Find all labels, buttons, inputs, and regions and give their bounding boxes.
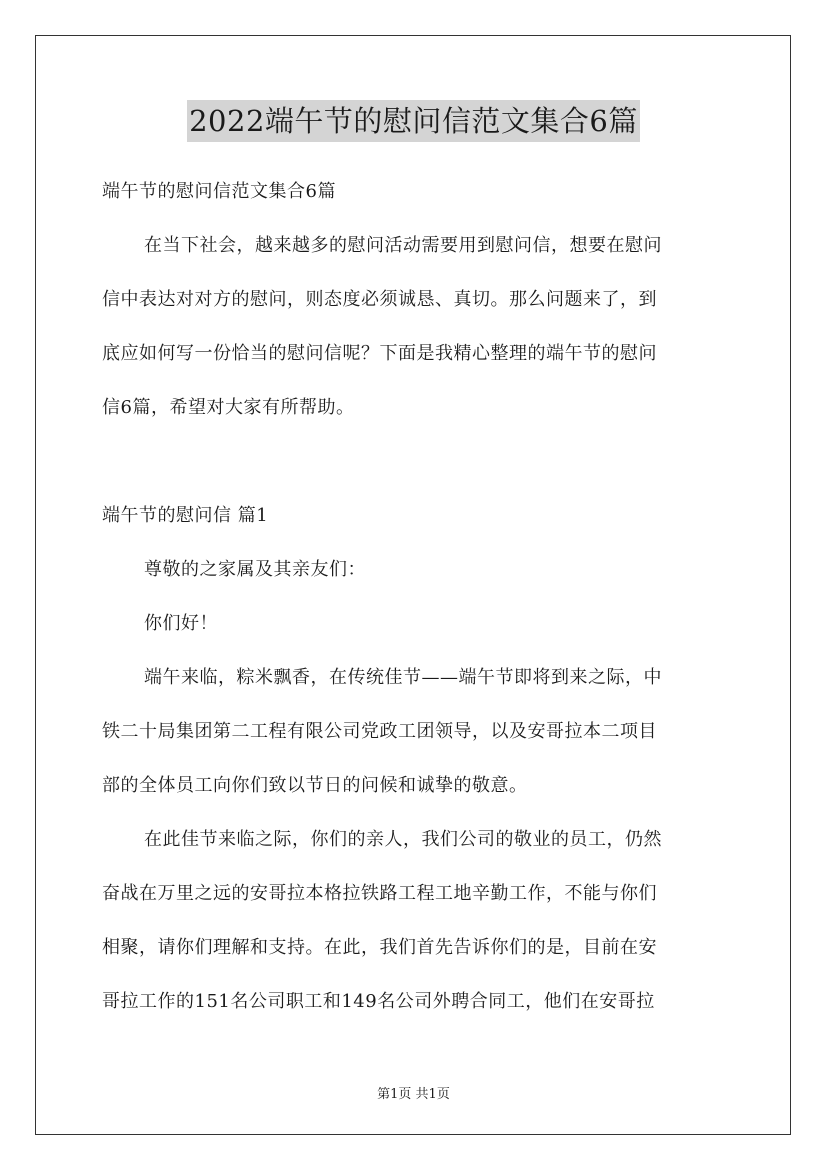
intro-line: 在当下社会，越来越多的慰问活动需要用到慰问信，想要在慰问	[144, 235, 662, 256]
paragraph-line: 在此佳节来临之际，你们的亲人，我们公司的敬业的员工，仍然	[144, 829, 662, 850]
salutation: 尊敬的之家属及其亲友们：	[144, 559, 366, 580]
greeting: 你们好！	[144, 613, 218, 634]
intro-line: 信中表达对对方的慰问，则态度必须诚恳、真切。那么问题来了，到	[102, 289, 657, 310]
section-heading: 端午节的慰问信 篇1	[102, 505, 269, 526]
document-body	[102, 165, 730, 1029]
intro-line: 信6篇，希望对大家有所帮助。	[102, 397, 355, 418]
intro-line: 底应如何写一份恰当的慰问信呢？下面是我精心整理的端午节的慰问	[102, 343, 657, 364]
page-footer: 第1页 共1页	[377, 1087, 450, 1102]
title-wrap	[0, 100, 827, 142]
paragraph-line: 奋战在万里之远的安哥拉本格拉铁路工程工地辛勤工作，不能与你们	[102, 883, 657, 904]
paragraph-line: 相聚，请你们理解和支持。在此，我们首先告诉你们的是，目前在安	[102, 937, 657, 958]
paragraph-line: 哥拉工作的151名公司职工和149名公司外聘合同工，他们在安哥拉	[102, 991, 655, 1012]
document-title: 2022端午节的慰问信范文集合6篇	[187, 100, 640, 142]
spacer	[102, 435, 730, 489]
paragraph-line: 铁二十局集团第二工程有限公司党政工团领导，以及安哥拉本二项目	[102, 721, 657, 742]
subtitle: 端午节的慰问信范文集合6篇	[102, 181, 336, 202]
paragraph-line: 端午来临，粽米飘香，在传统佳节——端午节即将到来之际，中	[144, 667, 662, 688]
paragraph-line: 部的全体员工向你们致以节日的问候和诚挚的敬意。	[102, 775, 528, 796]
